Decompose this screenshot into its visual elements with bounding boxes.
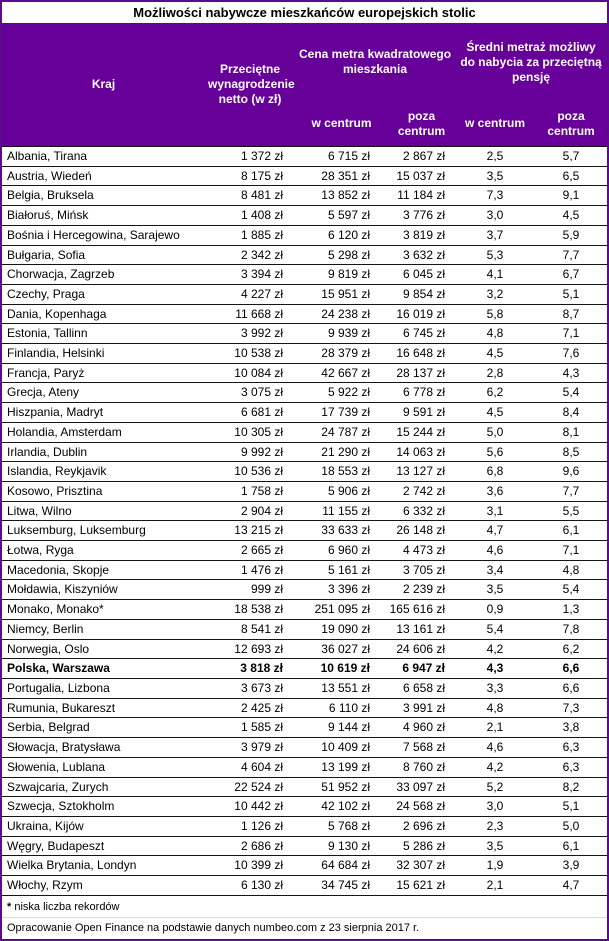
cell-area-outside: 7,8 (535, 619, 607, 639)
cell-price-outside: 6 658 zł (388, 678, 455, 698)
cell-area-outside: 5,9 (535, 225, 607, 245)
cell-price-outside: 24 606 zł (388, 639, 455, 659)
cell-price-center: 6 110 zł (295, 698, 388, 718)
cell-country: Szwecja, Sztokholm (2, 797, 205, 817)
cell-area-outside: 3,9 (535, 856, 607, 876)
cell-area-center: 4,5 (455, 403, 535, 423)
cell-salary: 10 442 zł (205, 797, 295, 817)
cell-country: Dania, Kopenhaga (2, 304, 205, 324)
cell-area-outside: 6,3 (535, 738, 607, 758)
cell-salary: 10 305 zł (205, 422, 295, 442)
cell-price-center: 6 715 zł (295, 147, 388, 167)
cell-price-center: 5 768 zł (295, 816, 388, 836)
cell-salary: 3 992 zł (205, 324, 295, 344)
cell-area-outside: 4,8 (535, 560, 607, 580)
cell-area-outside: 4,3 (535, 363, 607, 383)
table-row (2, 718, 607, 738)
cell-price-center: 5 906 zł (295, 481, 388, 501)
cell-salary: 3 673 zł (205, 678, 295, 698)
cell-salary: 10 399 zł (205, 856, 295, 876)
table-row (2, 265, 607, 285)
cell-price-outside: 2 696 zł (388, 816, 455, 836)
table-row (2, 816, 607, 836)
footnote-text: niska liczba rekordów (11, 900, 120, 913)
page-title: Możliwości nabywcze mieszkańców europejskich stolic (2, 2, 607, 23)
cell-salary: 999 zł (205, 580, 295, 600)
cell-price-center: 42 667 zł (295, 363, 388, 383)
cell-country: Białoruś, Mińsk (2, 206, 205, 226)
cell-area-outside: 6,6 (535, 678, 607, 698)
cell-country: Belgia, Bruksela (2, 186, 205, 206)
cell-area-outside: 7,3 (535, 698, 607, 718)
cell-country: Niemcy, Berlin (2, 619, 205, 639)
cell-area-center: 3,1 (455, 501, 535, 521)
cell-area-center: 5,4 (455, 619, 535, 639)
cell-area-outside: 8,5 (535, 442, 607, 462)
table-row (2, 600, 607, 620)
cell-price-center: 19 090 zł (295, 619, 388, 639)
cell-salary: 9 992 zł (205, 442, 295, 462)
cell-country: Bułgaria, Sofia (2, 245, 205, 265)
cell-country: Czechy, Praga (2, 284, 205, 304)
cell-area-outside: 5,1 (535, 797, 607, 817)
cell-area-center: 3,3 (455, 678, 535, 698)
table-row (2, 797, 607, 817)
table-row (2, 363, 607, 383)
source-note: Opracowanie Open Finance na podstawie danych numbeo.com z 23 sierpnia 2017 r. (2, 917, 607, 937)
cell-price-center: 34 745 zł (295, 876, 388, 896)
cell-salary: 13 215 zł (205, 521, 295, 541)
cell-salary: 3 818 zł (205, 659, 295, 679)
cell-price-outside: 2 867 zł (388, 147, 455, 167)
cell-country: Macedonia, Skopje (2, 560, 205, 580)
cell-price-center: 24 787 zł (295, 422, 388, 442)
cell-price-outside: 2 742 zł (388, 481, 455, 501)
cell-area-outside: 8,7 (535, 304, 607, 324)
cell-price-center: 15 951 zł (295, 284, 388, 304)
table-row (2, 738, 607, 758)
table-row (2, 403, 607, 423)
cell-price-center: 251 095 zł (295, 600, 388, 620)
cell-price-outside: 8 760 zł (388, 757, 455, 777)
table-row (2, 698, 607, 718)
cell-country: Finlandia, Helsinki (2, 344, 205, 364)
cell-salary: 3 394 zł (205, 265, 295, 285)
cell-salary: 12 693 zł (205, 639, 295, 659)
cell-country: Holandia, Amsterdam (2, 422, 205, 442)
cell-salary: 2 665 zł (205, 541, 295, 561)
cell-price-center: 3 396 zł (295, 580, 388, 600)
cell-country: Chorwacja, Zagrzeb (2, 265, 205, 285)
cell-area-outside: 8,1 (535, 422, 607, 442)
footnote-asterisk: * (7, 900, 12, 913)
table-row (2, 166, 607, 186)
cell-country: Mołdawia, Kiszyniów (2, 580, 205, 600)
cell-area-center: 2,1 (455, 718, 535, 738)
cell-salary: 3 075 zł (205, 383, 295, 403)
cell-area-center: 6,2 (455, 383, 535, 403)
table-row (2, 481, 607, 501)
cell-area-center: 4,3 (455, 659, 535, 679)
cell-price-center: 24 238 zł (295, 304, 388, 324)
cell-price-center: 64 684 zł (295, 856, 388, 876)
cell-country: Francja, Paryż (2, 363, 205, 383)
cell-price-center: 13 551 zł (295, 678, 388, 698)
table-row (2, 422, 607, 442)
cell-area-center: 1,9 (455, 856, 535, 876)
cell-price-outside: 6 332 zł (388, 501, 455, 521)
cell-area-center: 3,5 (455, 580, 535, 600)
cell-area-outside: 7,6 (535, 344, 607, 364)
cell-area-center: 3,4 (455, 560, 535, 580)
table-body (2, 147, 607, 896)
cell-price-outside: 32 307 zł (388, 856, 455, 876)
cell-country: Słowenia, Lublana (2, 757, 205, 777)
cell-price-outside: 16 648 zł (388, 344, 455, 364)
cell-price-center: 17 739 zł (295, 403, 388, 423)
col-subheader-area-center: w centrum (455, 101, 535, 147)
header-row-groups (2, 23, 607, 101)
cell-country: Włochy, Rzym (2, 876, 205, 896)
table-row (2, 560, 607, 580)
cell-area-center: 2,8 (455, 363, 535, 383)
cell-country: Szwajcaria, Zurych (2, 777, 205, 797)
cell-area-center: 3,2 (455, 284, 535, 304)
cell-price-outside: 3 705 zł (388, 560, 455, 580)
cell-area-center: 4,6 (455, 541, 535, 561)
table-row (2, 876, 607, 896)
cell-price-center: 6 960 zł (295, 541, 388, 561)
cell-area-outside: 6,1 (535, 521, 607, 541)
cell-price-outside: 26 148 zł (388, 521, 455, 541)
cell-price-center: 13 199 zł (295, 757, 388, 777)
table-row (2, 304, 607, 324)
cell-area-center: 4,6 (455, 738, 535, 758)
cell-price-outside: 14 063 zł (388, 442, 455, 462)
cell-country: Grecja, Ateny (2, 383, 205, 403)
cell-area-center: 3,0 (455, 797, 535, 817)
table-row (2, 659, 607, 679)
cell-salary: 1 476 zł (205, 560, 295, 580)
cell-price-outside: 15 621 zł (388, 876, 455, 896)
cell-salary: 18 538 zł (205, 600, 295, 620)
col-header-salary: Przeciętne wynagrodzenie netto (w zł) (205, 23, 295, 147)
cell-price-center: 36 027 zł (295, 639, 388, 659)
cell-country: Luksemburg, Luksemburg (2, 521, 205, 541)
cell-price-center: 9 939 zł (295, 324, 388, 344)
cell-price-center: 5 161 zł (295, 560, 388, 580)
cell-salary: 11 668 zł (205, 304, 295, 324)
cell-area-center: 6,8 (455, 462, 535, 482)
cell-area-center: 3,7 (455, 225, 535, 245)
table-header (2, 23, 607, 147)
cell-salary: 4 227 zł (205, 284, 295, 304)
cell-price-outside: 165 616 zł (388, 600, 455, 620)
cell-country: Polska, Warszawa (2, 659, 205, 679)
cell-salary: 10 536 zł (205, 462, 295, 482)
cell-country: Słowacja, Bratysława (2, 738, 205, 758)
cell-area-outside: 1,3 (535, 600, 607, 620)
cell-price-outside: 16 019 zł (388, 304, 455, 324)
cell-salary: 2 904 zł (205, 501, 295, 521)
cell-price-center: 13 852 zł (295, 186, 388, 206)
cell-area-center: 4,5 (455, 344, 535, 364)
cell-area-center: 4,7 (455, 521, 535, 541)
cell-salary: 1 758 zł (205, 481, 295, 501)
cell-area-center: 5,0 (455, 422, 535, 442)
cell-country: Irlandia, Dublin (2, 442, 205, 462)
cell-area-outside: 8,4 (535, 403, 607, 423)
cell-price-center: 28 351 zł (295, 166, 388, 186)
cell-area-outside: 5,1 (535, 284, 607, 304)
cell-price-center: 28 379 zł (295, 344, 388, 364)
table-row (2, 639, 607, 659)
cell-country: Ukraina, Kijów (2, 816, 205, 836)
cell-area-outside: 8,2 (535, 777, 607, 797)
col-subheader-price-outside: poza centrum (388, 101, 455, 147)
table-row (2, 856, 607, 876)
cell-area-center: 2,5 (455, 147, 535, 167)
cell-area-center: 4,2 (455, 639, 535, 659)
cell-price-outside: 13 161 zł (388, 619, 455, 639)
cell-area-center: 3,5 (455, 836, 535, 856)
cell-country: Łotwa, Ryga (2, 541, 205, 561)
cell-country: Hiszpania, Madryt (2, 403, 205, 423)
table-row (2, 541, 607, 561)
data-table (2, 23, 607, 896)
cell-price-center: 42 102 zł (295, 797, 388, 817)
cell-country: Litwa, Wilno (2, 501, 205, 521)
cell-area-center: 4,2 (455, 757, 535, 777)
cell-area-outside: 6,3 (535, 757, 607, 777)
cell-price-outside: 33 097 zł (388, 777, 455, 797)
cell-country: Austria, Wiedeń (2, 166, 205, 186)
table-row (2, 324, 607, 344)
cell-country: Kosowo, Prisztina (2, 481, 205, 501)
cell-price-outside: 15 244 zł (388, 422, 455, 442)
cell-salary: 8 175 zł (205, 166, 295, 186)
cell-price-center: 51 952 zł (295, 777, 388, 797)
cell-price-outside: 7 568 zł (388, 738, 455, 758)
table-row (2, 836, 607, 856)
cell-area-outside: 5,4 (535, 383, 607, 403)
cell-area-outside: 4,5 (535, 206, 607, 226)
table-row (2, 619, 607, 639)
cell-area-center: 2,1 (455, 876, 535, 896)
cell-price-outside: 24 568 zł (388, 797, 455, 817)
cell-area-outside: 6,5 (535, 166, 607, 186)
cell-salary: 8 541 zł (205, 619, 295, 639)
cell-price-center: 10 409 zł (295, 738, 388, 758)
cell-price-outside: 6 045 zł (388, 265, 455, 285)
cell-area-outside: 5,5 (535, 501, 607, 521)
cell-price-outside: 3 991 zł (388, 698, 455, 718)
cell-area-center: 0,9 (455, 600, 535, 620)
cell-area-center: 7,3 (455, 186, 535, 206)
cell-price-outside: 28 137 zł (388, 363, 455, 383)
cell-area-outside: 4,7 (535, 876, 607, 896)
cell-price-center: 33 633 zł (295, 521, 388, 541)
table-row (2, 245, 607, 265)
col-header-price-group: Cena metra kwadratowego mieszkania (295, 23, 455, 101)
cell-salary: 1 585 zł (205, 718, 295, 738)
cell-salary: 4 604 zł (205, 757, 295, 777)
table-row (2, 777, 607, 797)
cell-price-center: 9 144 zł (295, 718, 388, 738)
table-row (2, 501, 607, 521)
cell-price-outside: 13 127 zł (388, 462, 455, 482)
cell-price-outside: 4 473 zł (388, 541, 455, 561)
cell-country: Albania, Tirana (2, 147, 205, 167)
table-row (2, 678, 607, 698)
cell-area-outside: 6,7 (535, 265, 607, 285)
cell-salary: 10 084 zł (205, 363, 295, 383)
cell-country: Monako, Monako* (2, 600, 205, 620)
cell-country: Estonia, Tallinn (2, 324, 205, 344)
cell-area-center: 4,8 (455, 324, 535, 344)
table-row (2, 757, 607, 777)
cell-price-center: 5 597 zł (295, 206, 388, 226)
cell-price-center: 21 290 zł (295, 442, 388, 462)
cell-area-center: 3,6 (455, 481, 535, 501)
cell-price-outside: 3 819 zł (388, 225, 455, 245)
cell-price-center: 5 922 zł (295, 383, 388, 403)
cell-country: Portugalia, Lizbona (2, 678, 205, 698)
cell-area-center: 4,8 (455, 698, 535, 718)
cell-price-center: 6 120 zł (295, 225, 388, 245)
table-row (2, 462, 607, 482)
cell-area-center: 3,5 (455, 166, 535, 186)
cell-salary: 1 408 zł (205, 206, 295, 226)
cell-salary: 6 130 zł (205, 876, 295, 896)
table-row (2, 580, 607, 600)
cell-price-outside: 4 960 zł (388, 718, 455, 738)
cell-price-outside: 3 776 zł (388, 206, 455, 226)
cell-area-outside: 9,6 (535, 462, 607, 482)
col-header-area-group: Średni metraż możliwy do nabycia za przeciętną pensję (455, 23, 607, 101)
table-row (2, 344, 607, 364)
cell-country: Rumunia, Bukareszt (2, 698, 205, 718)
cell-area-outside: 7,7 (535, 481, 607, 501)
cell-area-center: 5,8 (455, 304, 535, 324)
cell-price-outside: 9 854 zł (388, 284, 455, 304)
cell-salary: 8 481 zł (205, 186, 295, 206)
col-subheader-price-center: w centrum (295, 101, 388, 147)
cell-price-center: 10 619 zł (295, 659, 388, 679)
cell-price-outside: 9 591 zł (388, 403, 455, 423)
cell-area-center: 2,3 (455, 816, 535, 836)
cell-price-center: 11 155 zł (295, 501, 388, 521)
cell-area-outside: 7,1 (535, 541, 607, 561)
cell-price-center: 5 298 zł (295, 245, 388, 265)
cell-salary: 22 524 zł (205, 777, 295, 797)
table-row (2, 284, 607, 304)
cell-price-outside: 6 778 zł (388, 383, 455, 403)
cell-area-center: 3,0 (455, 206, 535, 226)
cell-area-center: 4,1 (455, 265, 535, 285)
cell-salary: 1 885 zł (205, 225, 295, 245)
cell-area-outside: 5,7 (535, 147, 607, 167)
col-header-kraj: Kraj (2, 23, 205, 147)
cell-price-outside: 2 239 zł (388, 580, 455, 600)
cell-area-outside: 6,2 (535, 639, 607, 659)
cell-area-outside: 5,0 (535, 816, 607, 836)
cell-country: Norwegia, Oslo (2, 639, 205, 659)
cell-price-outside: 6 947 zł (388, 659, 455, 679)
cell-price-outside: 6 745 zł (388, 324, 455, 344)
cell-salary: 1 126 zł (205, 816, 295, 836)
table-row (2, 186, 607, 206)
cell-area-outside: 6,6 (535, 659, 607, 679)
table-row (2, 442, 607, 462)
cell-area-outside: 7,7 (535, 245, 607, 265)
cell-area-outside: 9,1 (535, 186, 607, 206)
cell-area-center: 5,2 (455, 777, 535, 797)
cell-country: Węgry, Budapeszt (2, 836, 205, 856)
cell-salary: 2 425 zł (205, 698, 295, 718)
cell-price-outside: 15 037 zł (388, 166, 455, 186)
table-row (2, 521, 607, 541)
footnote (2, 896, 607, 917)
table-row (2, 147, 607, 167)
cell-salary: 3 979 zł (205, 738, 295, 758)
cell-salary: 6 681 zł (205, 403, 295, 423)
table-row (2, 225, 607, 245)
cell-area-outside: 7,1 (535, 324, 607, 344)
cell-price-outside: 5 286 zł (388, 836, 455, 856)
cell-country: Serbia, Belgrad (2, 718, 205, 738)
cell-area-center: 5,3 (455, 245, 535, 265)
cell-salary: 2 342 zł (205, 245, 295, 265)
cell-price-center: 18 553 zł (295, 462, 388, 482)
table-row (2, 206, 607, 226)
col-subheader-area-outside: poza centrum (535, 101, 607, 147)
cell-area-outside: 6,1 (535, 836, 607, 856)
cell-area-outside: 5,4 (535, 580, 607, 600)
cell-country: Bośnia i Hercegowina, Sarajewo (2, 225, 205, 245)
cell-country: Islandia, Reykjavik (2, 462, 205, 482)
table-row (2, 383, 607, 403)
cell-price-outside: 11 184 zł (388, 186, 455, 206)
cell-price-outside: 3 632 zł (388, 245, 455, 265)
cell-salary: 2 686 zł (205, 836, 295, 856)
cell-price-center: 9 819 zł (295, 265, 388, 285)
cell-country: Wielka Brytania, Londyn (2, 856, 205, 876)
cell-area-center: 5,6 (455, 442, 535, 462)
cell-salary: 10 538 zł (205, 344, 295, 364)
cell-price-center: 9 130 zł (295, 836, 388, 856)
cell-area-outside: 3,8 (535, 718, 607, 738)
cell-salary: 1 372 zł (205, 147, 295, 167)
